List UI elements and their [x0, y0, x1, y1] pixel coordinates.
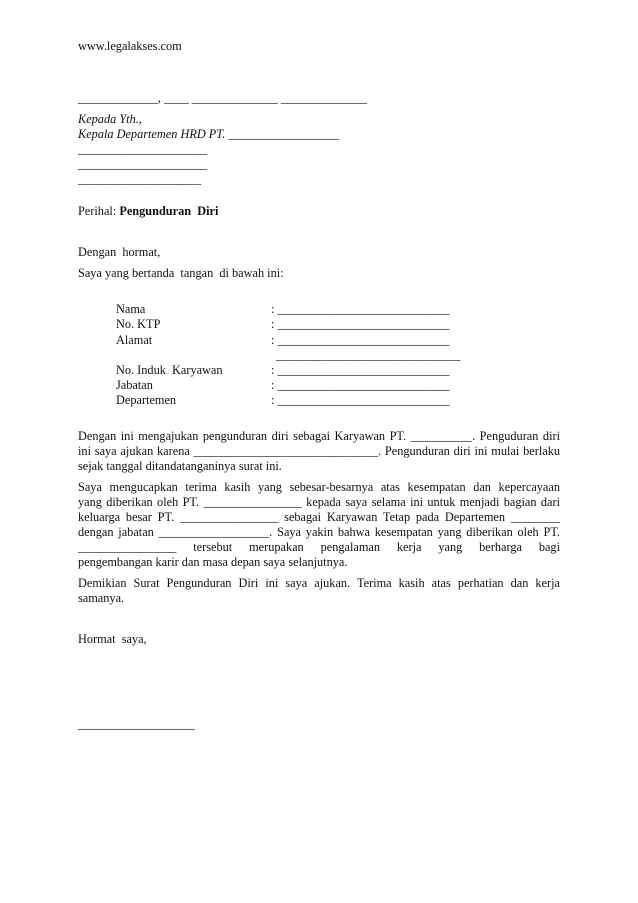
identity-label-ktp: No. KTP	[116, 317, 161, 331]
paragraph-1-line-3: sejak tanggal ditandatanganinya surat ini.	[78, 459, 282, 473]
closing: Hormat saya,	[78, 632, 147, 646]
identity-label-jabatan: Jabatan	[116, 378, 153, 392]
signature-line: ___________________	[78, 717, 195, 731]
subject-label: Perihal:	[78, 204, 120, 218]
salutation: Dengan hormat,	[78, 245, 161, 259]
identity-value-departemen: : ____________________________	[271, 393, 450, 407]
paragraph-2-line-6: pengembangan karir dan masa depan saya selanjutnya.	[78, 555, 348, 569]
website-header: www.legalakses.com	[78, 39, 182, 53]
recipient-blank-3: ____________________	[78, 172, 201, 186]
paragraph-2-line-2: yang diberikan oleh PT. ________________ kepada saya selama ini untuk menjadi bagian dari	[78, 495, 560, 509]
paragraph-3-line-1: Demikian Surat Pengunduran Diri ini saya ajukan. Terima kasih atas perhatian dan kerja	[78, 576, 560, 590]
recipient-blank-1: _____________________	[78, 142, 208, 156]
identity-label-alamat: Alamat	[116, 333, 153, 347]
intro-line: Saya yang bertanda tangan di bawah ini:	[78, 266, 284, 280]
identity-value-jabatan: : ____________________________	[271, 378, 450, 392]
paragraph-2-line-4: dengan jabatan __________________. Saya yakin bahwa kesempatan yang diberikan oleh PT.	[78, 525, 560, 539]
identity-value-alamat-2: ______________________________	[276, 348, 461, 362]
paragraph-2-line-3: keluarga besar PT. ________________ sebagai Karyawan Tetap pada Departemen ________	[78, 510, 560, 524]
paragraph-2-line-5: ________________ tersebut merupakan pengalaman kerja yang berharga bagi	[78, 540, 560, 554]
paragraph-1-line-1: Dengan ini mengajukan pengunduran diri sebagai Karyawan PT. __________. Penguduran diri	[78, 429, 560, 443]
paragraph-2-line-1: Saya mengucapkan terima kasih yang sebesar-besarnya atas kesempatan dan kepercayaan	[78, 480, 560, 494]
paragraph-3-line-2: samanya.	[78, 591, 125, 605]
identity-label-departemen: Departemen	[116, 393, 177, 407]
identity-label-nik: No. Induk Karyawan	[116, 363, 223, 377]
paragraph-1-line-2: ini saya ajukan karena ______________________________. Pengunduran diri ini mulai berlaku	[78, 444, 560, 458]
recipient-blank-2: _____________________	[78, 157, 208, 171]
identity-label-nama: Nama	[116, 302, 146, 316]
recipient-line-1: Kepada Yth.,	[78, 112, 142, 126]
identity-value-ktp: : ____________________________	[271, 317, 450, 331]
identity-value-nama: : ____________________________	[271, 302, 450, 316]
subject-line	[78, 204, 218, 219]
recipient-line-2: Kepala Departemen HRD PT. __________________	[78, 127, 340, 141]
subject-value: Pengunduran Diri	[119, 204, 219, 218]
identity-value-nik: : ____________________________	[271, 363, 450, 377]
identity-value-alamat: : ____________________________	[271, 333, 450, 347]
date-line: _____________, ____ ______________ ______________	[78, 91, 367, 105]
